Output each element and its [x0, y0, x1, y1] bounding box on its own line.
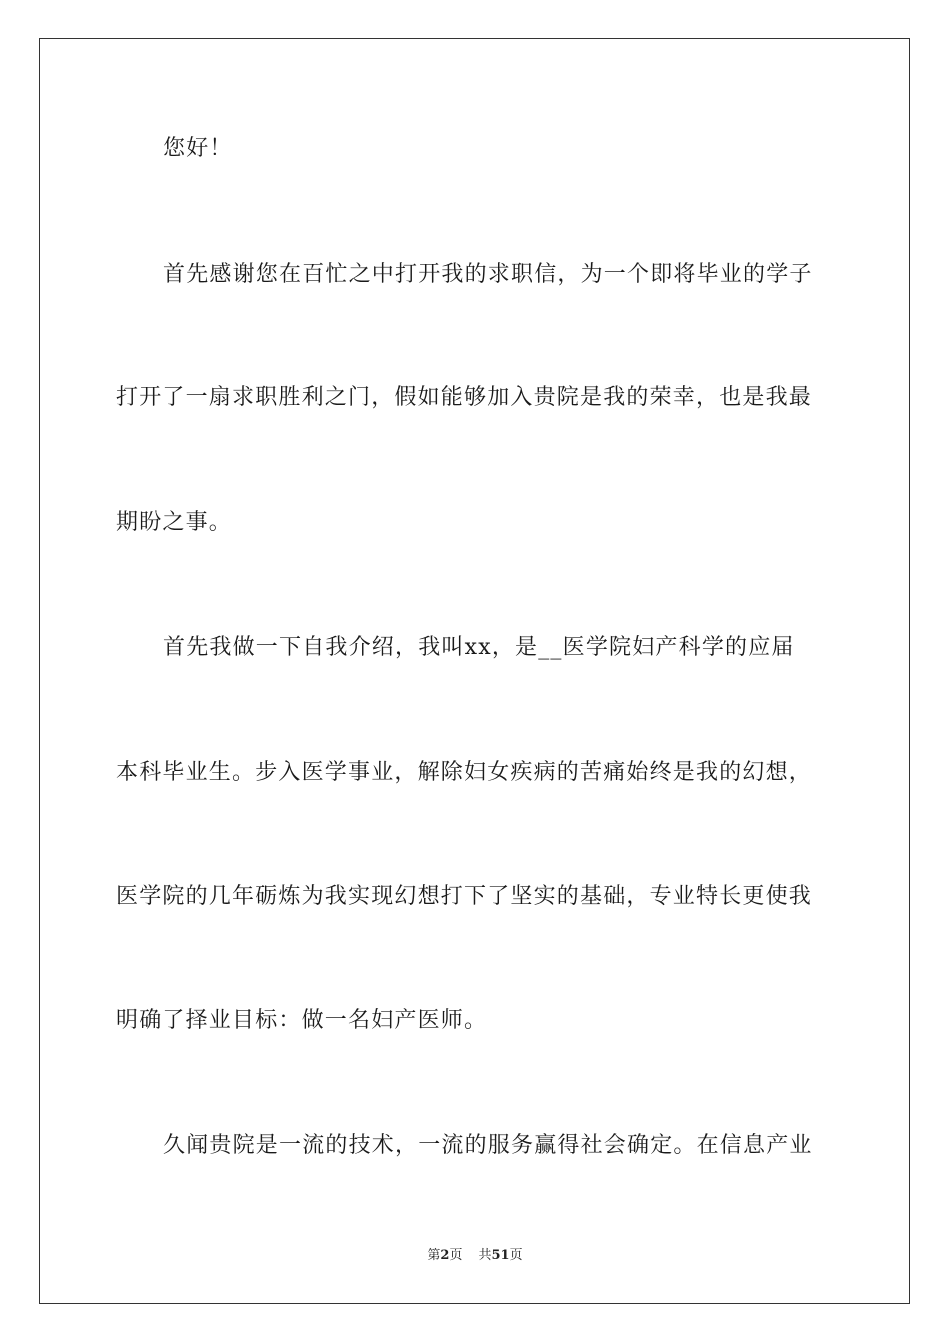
paragraph-2-line-2: 本科毕业生。步入医学事业，解除妇女疾病的苦痛始终是我的幻想，: [116, 760, 813, 785]
total-prefix: 共: [478, 1248, 492, 1263]
total-pages: 51: [491, 1248, 510, 1263]
paragraph-2-line-1: 首先我做一下自我介绍，我叫xx，是__医学院妇产科学的应届: [163, 635, 795, 660]
paragraph-2-line-3: 医学院的几年砺炼为我实现幻想打下了坚实的基础，专业特长更使我: [116, 884, 813, 909]
page-number: 2: [440, 1248, 450, 1263]
paragraph-2-line-4: 明确了择业目标：做一名妇产医师。: [116, 1008, 488, 1033]
page-footer: [0, 1247, 950, 1265]
paragraph-1-line-3: 期盼之事。: [116, 510, 233, 535]
page-suffix: 页: [449, 1248, 463, 1263]
greeting-line: 您好！: [163, 136, 233, 161]
total-suffix: 页: [509, 1248, 523, 1263]
paragraph-1-line-1: 首先感谢您在百忙之中打开我的求职信，为一个即将毕业的学子: [163, 262, 813, 287]
paragraph-3-line-1: 久闻贵院是一流的技术，一流的服务赢得社会确定。在信息产业: [163, 1133, 813, 1158]
page-prefix: 第: [427, 1248, 441, 1263]
paragraph-1-line-2: 打开了一扇求职胜利之门，假如能够加入贵院是我的荣幸，也是我最: [116, 385, 813, 410]
page-border: [39, 38, 910, 1304]
